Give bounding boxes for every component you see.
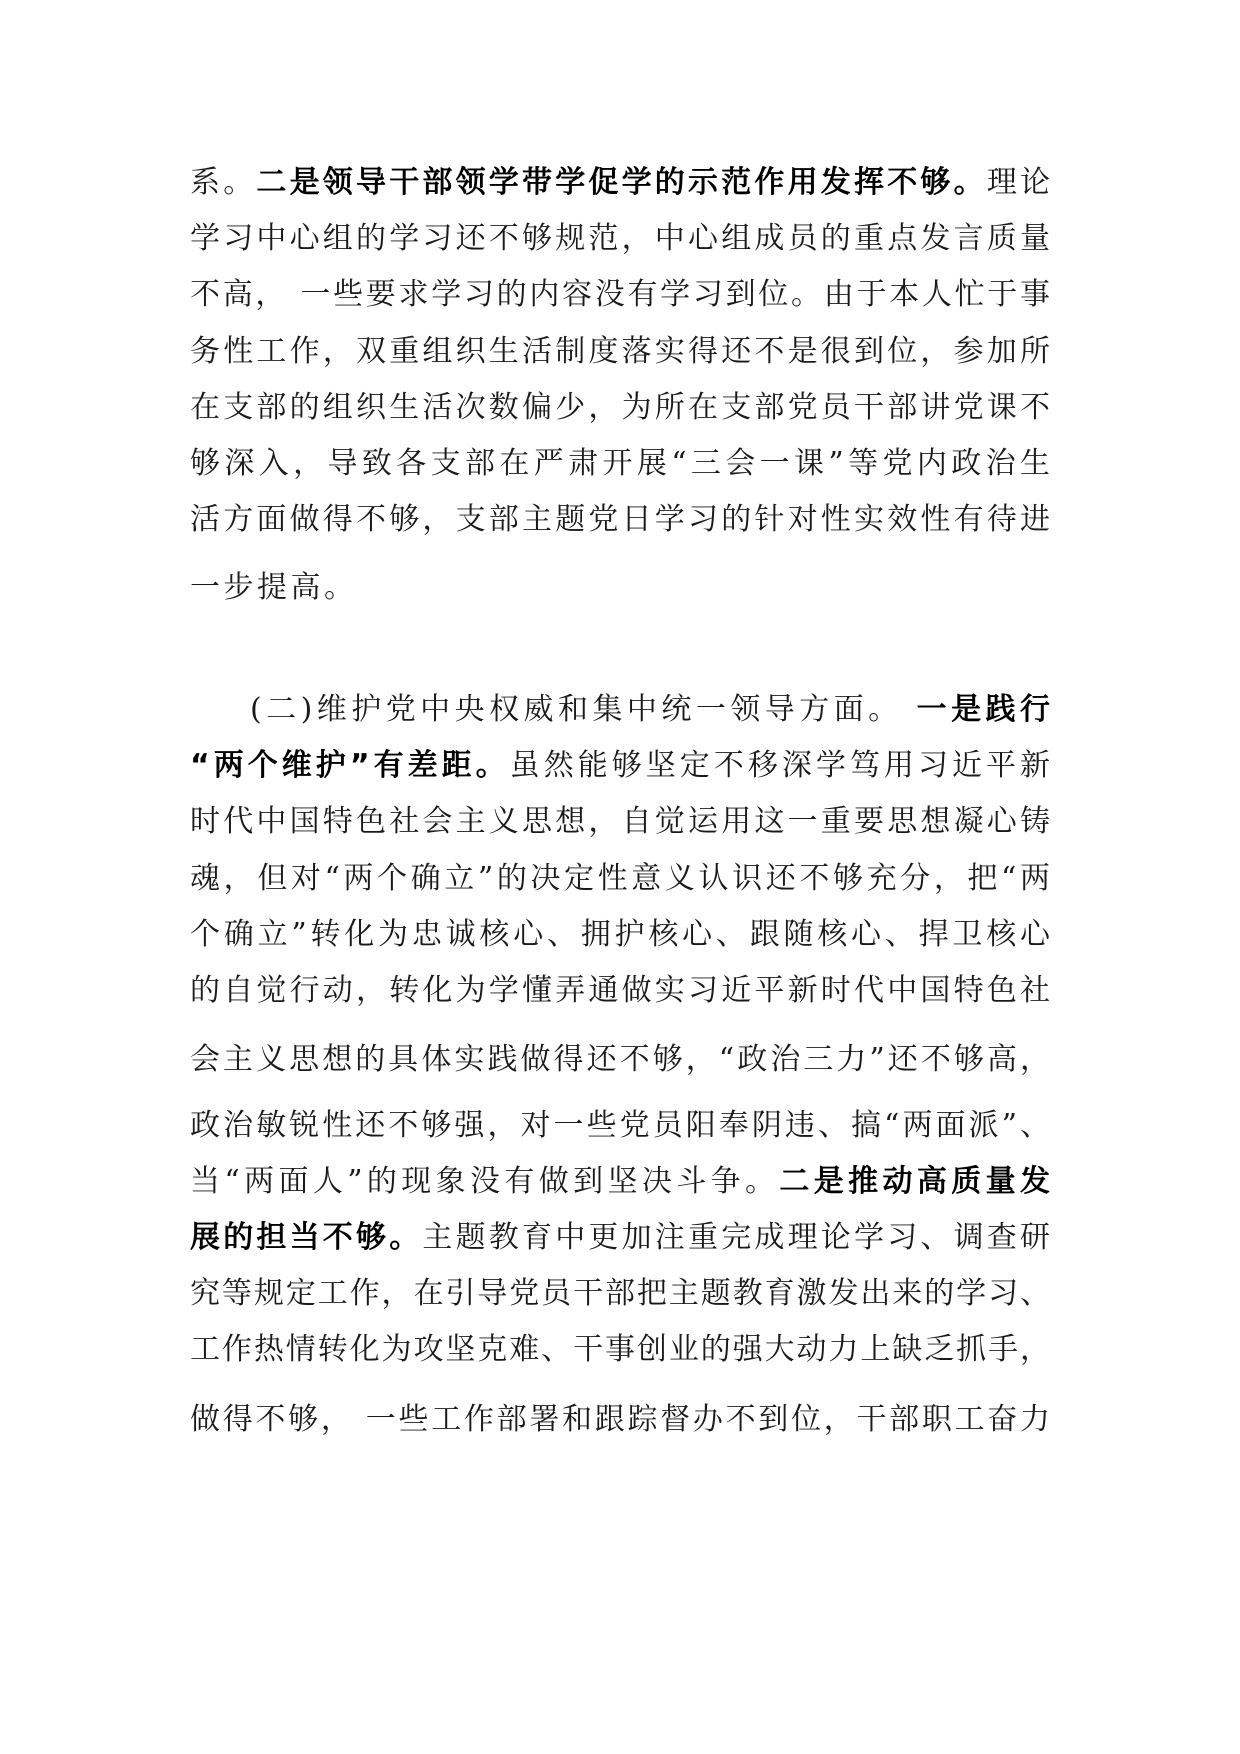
p2-line-9 [190, 1162, 1050, 1202]
p1-line-1-bold-heading: 二是领导干部领学带学促学的示范作用发挥不够。 [256, 165, 987, 200]
p2-line-1-bold-heading: 一是践行 [916, 692, 1051, 727]
p1-line-7: 活方面做得不够，支部主题党日学习的针对性实效性有待进 [190, 502, 1050, 537]
p1-line-1 [190, 163, 1050, 203]
p2-line-5: 个确立”转化为忠诚核心、拥护核心、跟随核心、捍卫核心 [190, 917, 1050, 952]
p1-line-1-pre: 系。 [190, 165, 257, 200]
p2-line-10-post: 主题教育中更加注重完成理论学习、调查研 [422, 1220, 1051, 1255]
p2-line-9-bold-heading: 二是推动高质量发 [779, 1164, 1050, 1199]
p2-line-7: 会主义思想的具体实践做得还不够，“政治三力”还不够高， [190, 1042, 1050, 1077]
p2-line-11: 究等规定工作，在引导党员干部把主题教育激发出来的学习、 [190, 1276, 1050, 1311]
p2-line-9-pre: 当“两面人”的现象没有做到坚决斗争。 [190, 1164, 780, 1199]
p1-line-2: 学习中心组的学习还不够规范，中心组成员的重点发言质量 [190, 221, 1050, 256]
p1-line-1-post: 理论 [986, 165, 1051, 200]
p2-line-4: 魂，但对“两个确立”的决定性意义认识还不够充分，把“两 [190, 861, 1050, 896]
p2-line-2 [190, 746, 1050, 786]
p2-line-10-bold-heading: 展的担当不够。 [190, 1220, 423, 1255]
p1-line-5: 在支部的组织生活次数偏少，为所在支部党员干部讲党课不 [190, 390, 1050, 425]
p1-line-4: 务性工作，双重组织生活制度落实得还不是很到位，参加所 [190, 334, 1050, 369]
p2-line-2-bold-heading: “两个维护”有差距。 [190, 748, 510, 783]
p2-line-6: 的自觉行动，转化为学懂弄通做实习近平新时代中国特色社 [190, 973, 1050, 1008]
p2-line-10 [190, 1218, 1050, 1258]
p2-line-3: 时代中国特色社会主义思想，自觉运用这一重要思想凝心铸 [190, 804, 1050, 839]
p1-line-6: 够深入，导致各支部在严肃开展“三会一课”等党内政治生 [190, 446, 1050, 481]
p2-line-13: 做得不够， 一些工作部署和跟踪督办不到位，干部职工奋力 [190, 1402, 1050, 1437]
p2-line-8: 政治敏锐性还不够强，对一些党员阳奉阴违、搞“两面派”、 [190, 1108, 1050, 1143]
p1-line-3: 不高， 一些要求学习的内容没有学习到位。由于本人忙于事 [190, 277, 1050, 312]
p2-line-1 [250, 690, 1050, 730]
p1-line-8: 一步提高。 [190, 570, 358, 605]
p2-line-2-post: 虽然能够坚定不移深学笃用习近平新 [509, 748, 1051, 783]
p2-line-12: 工作热情转化为攻坚克难、干事创业的强大动力上缺乏抓手， [190, 1332, 1050, 1367]
p2-line-1-pre: (二)维护党中央权威和集中统一领导方面。 [250, 692, 917, 727]
